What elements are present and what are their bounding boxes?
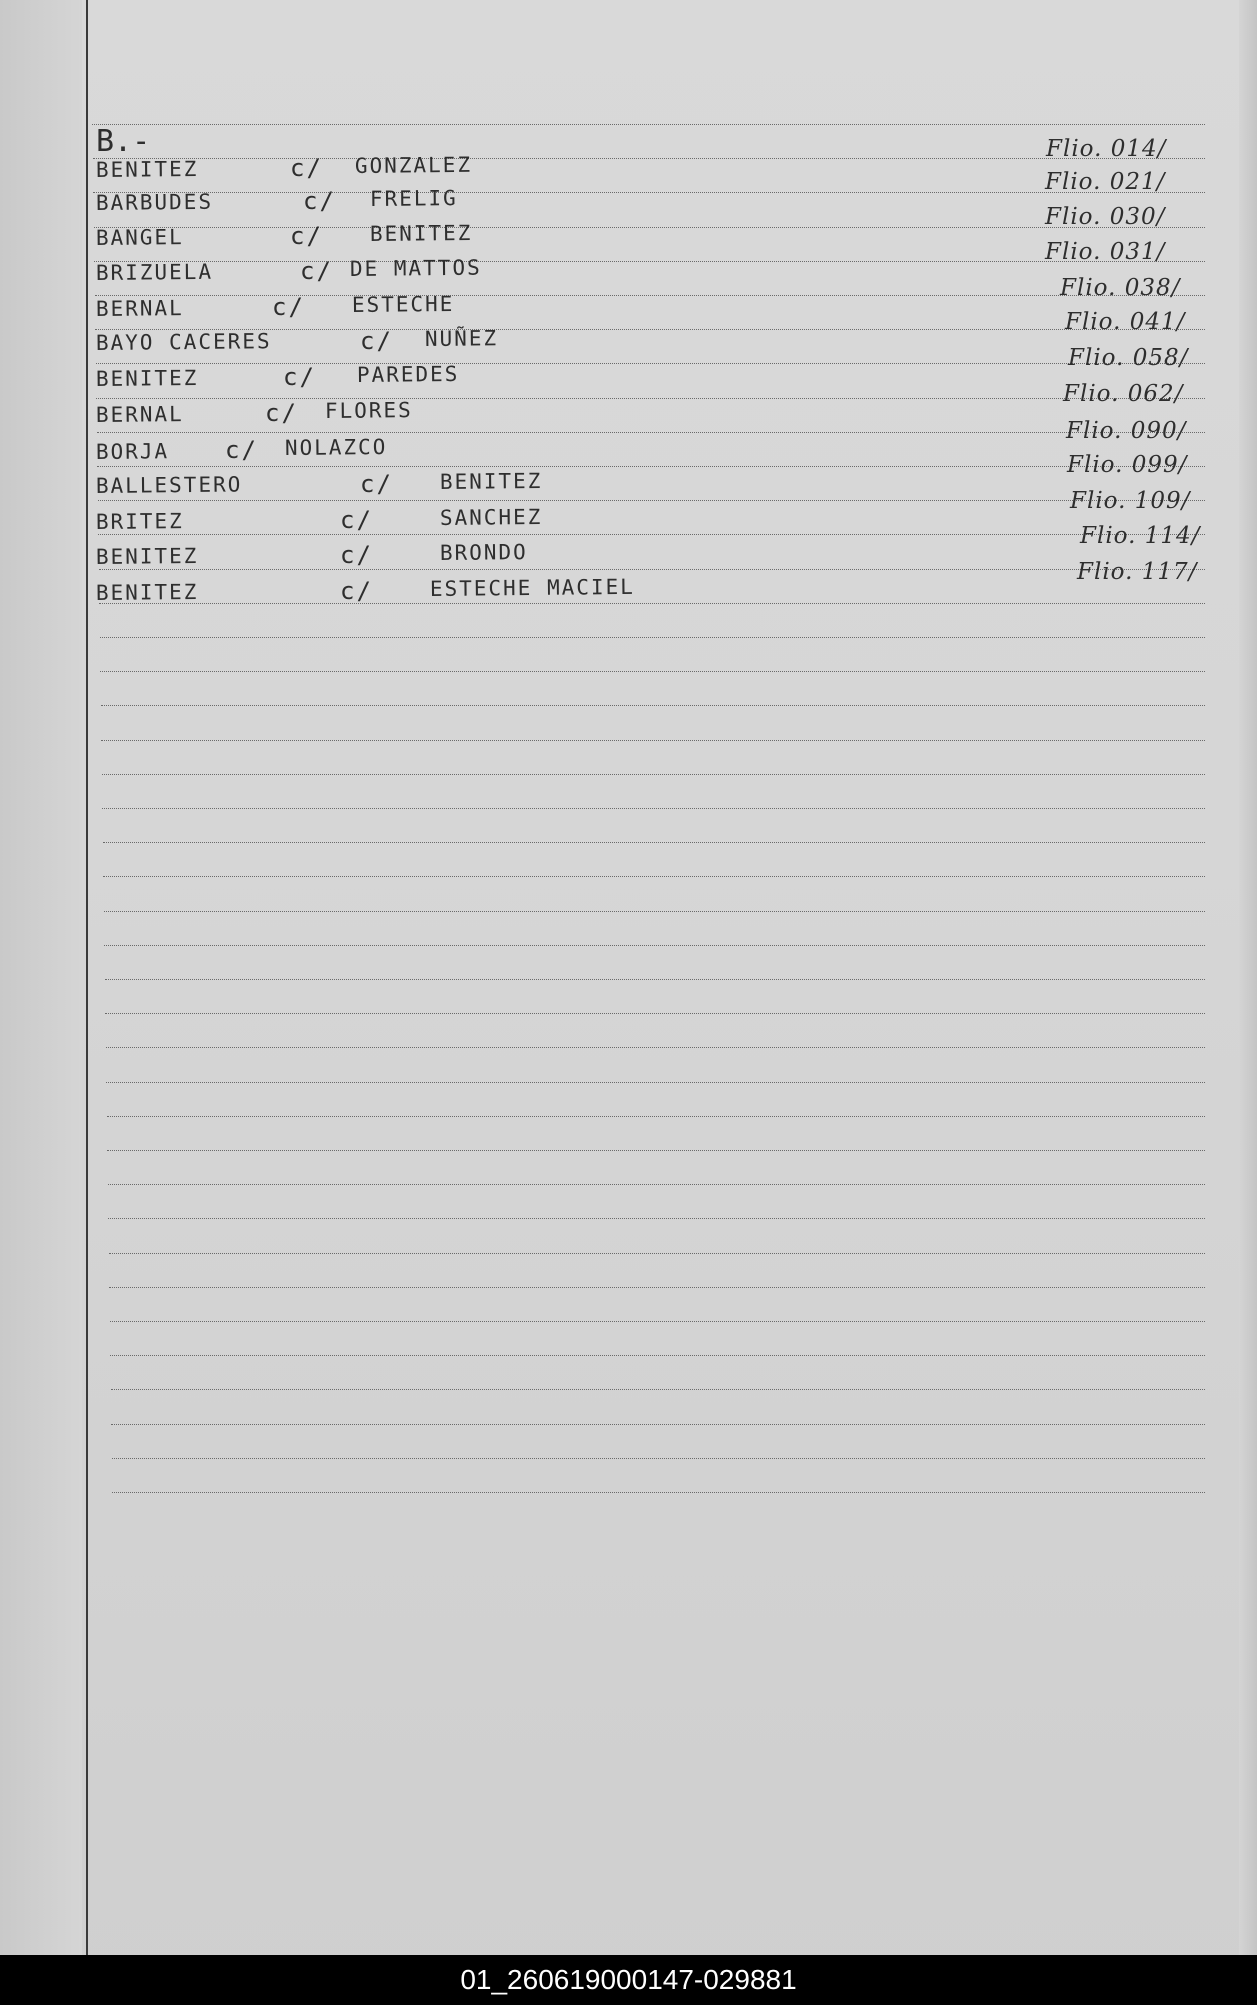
entry-folio: Flio. 041/ (1065, 309, 1186, 335)
ruled-line (95, 295, 1206, 296)
entry-defendant: SANCHEZ (439, 504, 543, 530)
entry-folio: Flio. 021/ (1045, 169, 1166, 195)
entry-folio: Flio. 109/ (1070, 488, 1191, 514)
entry-folio: Flio. 014/ (1046, 136, 1167, 162)
ruled-line (92, 124, 1205, 125)
document-id-footer: 01_260619000147-029881 (0, 1955, 1257, 2005)
entry-folio: Flio. 031/ (1045, 239, 1166, 265)
entry-separator: c/ (303, 187, 336, 215)
ruled-line (106, 1047, 1206, 1048)
section-heading: B.- (96, 124, 151, 159)
ruled-line (102, 808, 1205, 809)
ruled-line (110, 1321, 1206, 1322)
entry-folio: Flio. 090/ (1066, 418, 1187, 444)
entry-folio: Flio. 058/ (1068, 345, 1189, 371)
entry-plaintiff: BENITEZ (95, 579, 199, 605)
ruled-line (97, 466, 1205, 467)
ruled-line (102, 774, 1206, 775)
entry-folio: Flio. 030/ (1045, 204, 1166, 230)
entry-plaintiff: BENITEZ (95, 156, 199, 182)
ruled-line (103, 842, 1206, 843)
entry-folio: Flio. 038/ (1060, 275, 1181, 301)
ruled-line (109, 1253, 1206, 1254)
page-right-edge (1239, 0, 1257, 1955)
entry-folio: Flio. 114/ (1080, 523, 1201, 549)
ruled-line (100, 671, 1205, 672)
ruled-line (107, 1116, 1206, 1117)
ruled-line (103, 876, 1205, 877)
ruled-line (96, 363, 1206, 364)
ruled-line (99, 569, 1206, 570)
ruled-line (99, 603, 1205, 604)
entry-separator: c/ (360, 327, 393, 355)
entry-defendant: ESTECHE MACIEL (429, 574, 636, 601)
ruled-line (107, 1150, 1205, 1151)
entry-defendant: FLORES (324, 398, 413, 423)
entry-defendant: PAREDES (356, 361, 460, 387)
ruled-line (105, 1013, 1205, 1014)
page-left-shade (0, 0, 82, 1955)
entry-plaintiff: BORJA (95, 439, 170, 464)
entry-plaintiff: BERNAL (95, 402, 184, 427)
entry-separator: c/ (290, 154, 323, 182)
ruled-line (97, 432, 1206, 433)
ruled-line (112, 1492, 1205, 1493)
entry-separator: c/ (300, 257, 333, 285)
entry-separator: c/ (225, 436, 258, 464)
ruled-line (96, 398, 1205, 399)
entry-separator: c/ (272, 293, 305, 321)
entry-defendant: FRELIG (369, 186, 458, 211)
entry-plaintiff: BENITEZ (95, 365, 199, 391)
entry-defendant: GONZALEZ (354, 152, 473, 178)
ruled-line (101, 740, 1205, 741)
entry-plaintiff: BARBUDES (95, 189, 214, 215)
ruled-line (112, 1458, 1206, 1459)
entry-plaintiff: BANGEL (95, 225, 184, 250)
entry-separator: c/ (340, 577, 373, 605)
ruled-line (111, 1389, 1206, 1390)
entry-plaintiff: BAYO CACERES (95, 329, 272, 355)
ruled-line (98, 534, 1205, 535)
ruled-line (98, 500, 1206, 501)
ruled-line (111, 1424, 1205, 1425)
ruled-line (101, 705, 1206, 706)
entry-defendant: BRONDO (439, 540, 528, 565)
entry-plaintiff: BERNAL (95, 296, 184, 321)
entry-defendant: BENITEZ (439, 468, 543, 494)
ruled-line (108, 1184, 1206, 1185)
entry-folio: Flio. 099/ (1067, 452, 1188, 478)
entry-separator: c/ (340, 541, 373, 569)
ruled-line (105, 979, 1206, 980)
ruled-line (93, 158, 1206, 159)
ruled-line (109, 1287, 1205, 1288)
entry-plaintiff: BRITEZ (95, 509, 184, 534)
ruled-line (94, 261, 1205, 262)
entry-separator: c/ (360, 470, 393, 498)
ruled-line (94, 227, 1206, 228)
entry-defendant: ESTECHE (351, 291, 455, 317)
entry-separator: c/ (340, 506, 373, 534)
entry-defendant: NUÑEZ (424, 326, 499, 351)
ruled-line (100, 637, 1206, 638)
ruled-line (104, 911, 1206, 912)
entry-plaintiff: BENITEZ (95, 543, 199, 569)
entry-defendant: BENITEZ (369, 220, 473, 246)
ruled-line (108, 1218, 1205, 1219)
entry-separator: c/ (290, 222, 323, 250)
ruled-line (93, 192, 1205, 193)
entry-folio: Flio. 117/ (1077, 559, 1198, 585)
ruled-line (106, 1082, 1205, 1083)
entry-folio: Flio. 062/ (1063, 381, 1184, 407)
ruled-line (104, 945, 1205, 946)
ruled-line (110, 1355, 1205, 1356)
entry-defendant: NOLAZCO (284, 434, 388, 460)
entry-plaintiff: BRIZUELA (95, 259, 214, 285)
entry-plaintiff: BALLESTERO (95, 472, 243, 498)
entry-separator: c/ (283, 363, 316, 391)
entry-separator: c/ (265, 399, 298, 427)
margin-line (86, 0, 88, 1955)
entry-defendant: DE MATTOS (349, 255, 482, 281)
